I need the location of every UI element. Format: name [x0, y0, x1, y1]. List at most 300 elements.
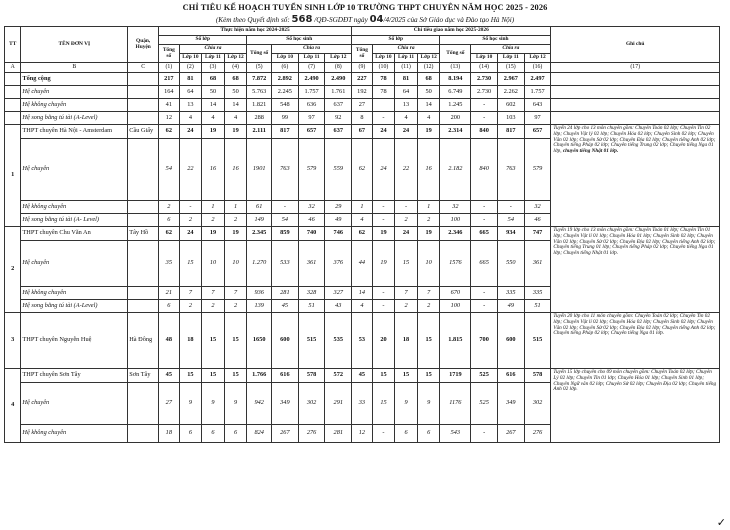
- value-cell: 192: [352, 86, 373, 99]
- value-cell: 600: [272, 313, 299, 369]
- value-cell: 2: [395, 300, 418, 313]
- value-cell: 6: [417, 425, 440, 443]
- value-cell: 2: [202, 300, 225, 313]
- value-cell: 535: [325, 313, 352, 369]
- value-cell: -: [471, 287, 498, 300]
- unit-name: Hệ không chuyên: [21, 99, 128, 112]
- value-cell: 600: [497, 313, 524, 369]
- decision-date: 04: [369, 14, 384, 25]
- index-cell: (5): [247, 63, 272, 73]
- district-cell: [128, 241, 159, 287]
- value-cell: 24: [372, 125, 395, 139]
- value-cell: 51: [524, 300, 551, 313]
- school-row: [5, 313, 720, 369]
- value-cell: -: [497, 201, 524, 214]
- value-cell: 637: [325, 99, 352, 112]
- value-cell: 6: [202, 425, 225, 443]
- enrollment-table: [4, 26, 720, 443]
- value-cell: 19: [224, 125, 247, 139]
- value-cell: 602: [497, 99, 524, 112]
- school-row: [5, 369, 720, 383]
- value-cell: -: [471, 99, 498, 112]
- value-cell: 4: [224, 112, 247, 125]
- value-cell: 327: [325, 287, 352, 300]
- value-cell: 27: [159, 383, 180, 425]
- value-cell: -: [471, 300, 498, 313]
- value-cell: 46: [298, 214, 325, 227]
- district-cell: [128, 214, 159, 227]
- value-cell: 15: [395, 241, 418, 287]
- value-cell: 2: [159, 201, 180, 214]
- header-unit: TÊN ĐƠN VỊ: [21, 27, 128, 63]
- value-cell: 1: [352, 201, 373, 214]
- note-cell: [551, 112, 720, 125]
- index-cell: (1): [159, 63, 180, 73]
- note-text: Tuyển 19 lớp cho 13 môn chuyên gồm: Chuyên Toán 01 lớp; Chuyên Tin 01 lớp; Chuyên Vật lí 01 lớp; Chuyên Hóa 01 lớp; Chuyên Sinh 02 lớp; Chuyên Văn 02 lớp; Chuyên Sử 02 lớp; Chuyên Địa 02 lớp; Chuyên tiếng Anh 02 lớp; Chuyên tiếng Trung 01 lớp; Chuyên tiếng Pháp 02 lớp; Chuyên tiếng Nga 01 lớp; Chuyên tiếng Nhật 01 lớp.: [553, 227, 716, 257]
- value-cell: 281: [272, 287, 299, 300]
- value-cell: 32: [440, 201, 471, 214]
- value-cell: 550: [497, 241, 524, 287]
- value-cell: 276: [524, 425, 551, 443]
- value-cell: 15: [417, 313, 440, 369]
- value-cell: 24: [395, 227, 418, 241]
- district-cell: [128, 139, 159, 201]
- index-cell: (2): [179, 63, 202, 73]
- value-cell: 21: [159, 287, 180, 300]
- value-cell: 1719: [440, 369, 471, 383]
- value-cell: -: [471, 201, 498, 214]
- header-breakdown: Chia ra: [179, 45, 247, 54]
- value-cell: -: [179, 201, 202, 214]
- value-cell: 24: [179, 227, 202, 241]
- index-cell: (6): [272, 63, 299, 73]
- value-cell: 525: [471, 383, 498, 425]
- value-cell: 525: [471, 369, 498, 383]
- value-cell: 9: [224, 383, 247, 425]
- value-cell: 64: [179, 86, 202, 99]
- value-cell: 45: [272, 300, 299, 313]
- value-cell: 15: [372, 383, 395, 425]
- subtitle-pre: (Kèm theo Quyết định số:: [215, 16, 292, 24]
- value-cell: 1.761: [325, 86, 352, 99]
- value-cell: 15: [202, 313, 225, 369]
- value-cell: 643: [524, 99, 551, 112]
- index-cell: (14): [471, 63, 498, 73]
- value-cell: 276: [298, 425, 325, 443]
- value-cell: 19: [224, 227, 247, 241]
- header-tt: TT: [5, 27, 21, 63]
- district-cell: [128, 287, 159, 300]
- value-cell: 10: [224, 241, 247, 287]
- value-cell: 6: [159, 214, 180, 227]
- value-cell: 9: [179, 383, 202, 425]
- header-grade-12: Lớp 12: [417, 54, 440, 63]
- school-note: [551, 313, 720, 369]
- tt-cell: [5, 99, 21, 112]
- district-cell: [128, 300, 159, 313]
- value-cell: 200: [440, 112, 471, 125]
- header-students-1: Số học sinh: [247, 36, 352, 45]
- subtitle-post: /4/2025 của Sở Giáo dục và Đào tạo Hà Nội): [383, 16, 515, 24]
- header-period-2025: Chỉ tiêu giao năm học 2025-2026: [352, 27, 551, 36]
- value-cell: 54: [497, 214, 524, 227]
- value-cell: -: [372, 300, 395, 313]
- value-cell: 24: [395, 125, 418, 139]
- value-cell: -: [372, 112, 395, 125]
- value-cell: 81: [179, 73, 202, 86]
- value-cell: 97: [298, 112, 325, 125]
- value-cell: 19: [372, 241, 395, 287]
- value-cell: 50: [224, 86, 247, 99]
- district-cell: [128, 73, 159, 86]
- value-cell: 1: [224, 201, 247, 214]
- value-cell: 7: [202, 287, 225, 300]
- sub-program-name: Hệ không chuyên: [21, 425, 128, 443]
- value-cell: 763: [272, 139, 299, 201]
- value-cell: 22: [395, 139, 418, 201]
- value-cell: 51: [298, 300, 325, 313]
- value-cell: 48: [159, 313, 180, 369]
- value-cell: 2.730: [471, 86, 498, 99]
- value-cell: 100: [440, 300, 471, 313]
- value-cell: 18: [179, 313, 202, 369]
- value-cell: 32: [298, 201, 325, 214]
- value-cell: 2.892: [272, 73, 299, 86]
- summary-row: [5, 99, 720, 112]
- value-cell: 15: [202, 369, 225, 383]
- value-cell: 6: [224, 425, 247, 443]
- note-text-bold: chuyên tiếng Nhật 01 lớp.: [562, 148, 619, 155]
- value-cell: 817: [497, 125, 524, 139]
- value-cell: 6: [395, 425, 418, 443]
- value-cell: 376: [325, 241, 352, 287]
- value-cell: 13: [395, 99, 418, 112]
- value-cell: 2: [224, 300, 247, 313]
- value-cell: 16: [224, 139, 247, 201]
- value-cell: 227: [352, 73, 373, 86]
- value-cell: 335: [497, 287, 524, 300]
- school-name: THPT chuyên Nguyễn Huệ: [21, 313, 128, 369]
- value-cell: 103: [497, 112, 524, 125]
- table-header: [5, 27, 720, 63]
- tt-cell: [5, 73, 21, 86]
- value-cell: -: [372, 214, 395, 227]
- value-cell: 61: [247, 201, 272, 214]
- value-cell: 67: [352, 125, 373, 139]
- value-cell: 942: [247, 383, 272, 425]
- value-cell: 14: [417, 99, 440, 112]
- header-breakdown: Chia ra: [372, 45, 440, 54]
- school-number: 3: [5, 313, 21, 369]
- value-cell: 54: [272, 214, 299, 227]
- value-cell: 7: [417, 287, 440, 300]
- index-cell: (4): [224, 63, 247, 73]
- value-cell: 7: [179, 287, 202, 300]
- value-cell: 15: [224, 313, 247, 369]
- value-cell: 24: [179, 125, 202, 139]
- value-cell: 35: [159, 241, 180, 287]
- header-note: Ghi chú: [551, 27, 720, 63]
- header-grade-12: Lớp 12: [325, 54, 352, 63]
- value-cell: 934: [497, 227, 524, 241]
- value-cell: 68: [224, 73, 247, 86]
- value-cell: 6: [179, 425, 202, 443]
- value-cell: 1.245: [440, 99, 471, 112]
- value-cell: 740: [298, 227, 325, 241]
- value-cell: 2: [417, 214, 440, 227]
- unit-name: Tổng cộng: [21, 73, 128, 86]
- value-cell: 46: [524, 214, 551, 227]
- school-district: Cầu Giấy: [128, 125, 159, 139]
- value-cell: 824: [247, 425, 272, 443]
- index-cell: (10): [372, 63, 395, 73]
- school-district: Hà Đông: [128, 313, 159, 369]
- decision-number: 568: [291, 14, 313, 25]
- value-cell: 670: [440, 287, 471, 300]
- value-cell: 361: [298, 241, 325, 287]
- value-cell: 19: [372, 227, 395, 241]
- value-cell: 763: [497, 139, 524, 201]
- value-cell: 32: [524, 201, 551, 214]
- district-cell: [128, 425, 159, 443]
- value-cell: 616: [272, 369, 299, 383]
- value-cell: 4: [352, 300, 373, 313]
- value-cell: 22: [179, 139, 202, 201]
- school-number: 2: [5, 227, 21, 313]
- value-cell: 548: [272, 99, 299, 112]
- unit-name: Hệ chuyên: [21, 86, 128, 99]
- value-cell: 515: [524, 313, 551, 369]
- school-district: Sơn Tây: [128, 369, 159, 383]
- school-name: THPT chuyên Chu Văn An: [21, 227, 128, 241]
- value-cell: 817: [272, 125, 299, 139]
- value-cell: 149: [247, 214, 272, 227]
- value-cell: 2.497: [524, 73, 551, 86]
- value-cell: 12: [352, 425, 373, 443]
- table-body: [5, 63, 720, 443]
- value-cell: 18: [395, 313, 418, 369]
- value-cell: 62: [159, 227, 180, 241]
- value-cell: 4: [417, 112, 440, 125]
- subtitle-mid: /QĐ-SGDĐT ngày: [312, 16, 370, 24]
- value-cell: 1176: [440, 383, 471, 425]
- index-cell: (11): [395, 63, 418, 73]
- value-cell: 100: [440, 214, 471, 227]
- value-cell: 62: [159, 125, 180, 139]
- header-grade-11: Lớp 11: [395, 54, 418, 63]
- value-cell: 81: [395, 73, 418, 86]
- value-cell: 78: [372, 73, 395, 86]
- header-students-2: Số học sinh: [440, 36, 551, 45]
- index-cell: (7): [298, 63, 325, 73]
- value-cell: 19: [202, 227, 225, 241]
- value-cell: 267: [497, 425, 524, 443]
- school-row: [5, 227, 720, 241]
- summary-row: [5, 73, 720, 86]
- index-cell: (15): [497, 63, 524, 73]
- value-cell: 302: [524, 383, 551, 425]
- note-text: Tuyển 20 lớp cho 11 môn chuyên gồm: Chuyên Toán 02 lớp; Chuyên Tin 02 lớp; Chuyên Vật lí 02 lớp; Chuyên Hóa 02 lớp; Chuyên Sinh 02 lớp; Chuyên Văn 02 lớp; Chuyên Sử 02 lớp; Chuyên Địa 02 lớp; Chuyên tiếng Anh 02 lớp; Chuyên tiếng Pháp 02 lớp; Chuyên tiếng Nga 01 lớp.: [553, 313, 716, 337]
- sub-program-name: Hệ chuyên: [21, 383, 128, 425]
- value-cell: 4: [395, 112, 418, 125]
- header-total: Tổng số: [352, 45, 373, 63]
- value-cell: 99: [272, 112, 299, 125]
- value-cell: 349: [497, 383, 524, 425]
- header-grade-12: Lớp 12: [224, 54, 247, 63]
- value-cell: 2.262: [497, 86, 524, 99]
- value-cell: 9: [395, 383, 418, 425]
- summary-row: [5, 112, 720, 125]
- value-cell: 636: [298, 99, 325, 112]
- header-grade-10: Lớp 10: [471, 54, 498, 63]
- value-cell: 1.815: [440, 313, 471, 369]
- index-cell: C: [128, 63, 159, 73]
- school-district: Tây Hồ: [128, 227, 159, 241]
- value-cell: 45: [159, 369, 180, 383]
- value-cell: 840: [471, 125, 498, 139]
- value-cell: 657: [524, 125, 551, 139]
- district-cell: [128, 201, 159, 214]
- school-note: [551, 227, 720, 313]
- value-cell: 4: [202, 112, 225, 125]
- value-cell: 78: [372, 86, 395, 99]
- value-cell: 349: [272, 383, 299, 425]
- value-cell: 4: [179, 112, 202, 125]
- school-name: THPT chuyên Hà Nội - Amsterdam: [21, 125, 128, 139]
- sub-program-name: Hệ song bằng tú tài (A- Level): [21, 214, 128, 227]
- sub-program-name: Hệ chuyên: [21, 241, 128, 287]
- note-text: Tuyển 24 lớp cho 13 môn chuyên gồm: Chuyên Toán 02 lớp; Chuyên Tin 02 lớp; Chuyên Vật lý 02 lớp; Chuyên Hóa 02 lớp; Chuyên Sinh 02 lớp; Chuyên Văn 02 lớp; Chuyên Sử 02 lớp; Chuyên Địa 02 lớp; Chuyên tiếng Anh 02 lớp; Chuyên tiếng Pháp 02 lớp; Chuyên tiếng Trung 02 lớp; Chuyên tiếng Nga 01 lớp,: [553, 125, 716, 155]
- value-cell: 1576: [440, 241, 471, 287]
- value-cell: 15: [179, 369, 202, 383]
- header-district: Quận, Huyện: [128, 27, 159, 63]
- value-cell: 2.182: [440, 139, 471, 201]
- value-cell: 1.757: [298, 86, 325, 99]
- value-cell: 43: [325, 300, 352, 313]
- value-cell: 578: [524, 369, 551, 383]
- value-cell: 859: [272, 227, 299, 241]
- value-cell: 281: [325, 425, 352, 443]
- header-total: Tổng số: [440, 45, 471, 63]
- index-cell: (8): [325, 63, 352, 73]
- value-cell: 2: [224, 214, 247, 227]
- school-note: [551, 125, 720, 227]
- value-cell: 616: [497, 369, 524, 383]
- school-number: 1: [5, 125, 21, 227]
- school-row: [5, 125, 720, 139]
- value-cell: 164: [159, 86, 180, 99]
- index-cell: (16): [524, 63, 551, 73]
- value-cell: 92: [325, 112, 352, 125]
- value-cell: -: [372, 425, 395, 443]
- value-cell: 267: [272, 425, 299, 443]
- index-cell: (13): [440, 63, 471, 73]
- header-grade-10: Lớp 10: [372, 54, 395, 63]
- value-cell: -: [471, 112, 498, 125]
- school-name: THPT chuyên Sơn Tây: [21, 369, 128, 383]
- value-cell: [372, 99, 395, 112]
- value-cell: 2.345: [247, 227, 272, 241]
- value-cell: 19: [417, 227, 440, 241]
- note-cell: [551, 99, 720, 112]
- tt-cell: [5, 86, 21, 99]
- index-cell: B: [21, 63, 128, 73]
- header-classes-2: Số lớp: [352, 36, 440, 45]
- value-cell: 50: [417, 86, 440, 99]
- value-cell: 2: [417, 300, 440, 313]
- value-cell: 1.757: [524, 86, 551, 99]
- note-cell: [551, 86, 720, 99]
- index-cell: A: [5, 63, 21, 73]
- value-cell: 14: [202, 99, 225, 112]
- value-cell: 139: [247, 300, 272, 313]
- header-grade-10: Lớp 10: [179, 54, 202, 63]
- district-cell: [128, 86, 159, 99]
- value-cell: 1.821: [247, 99, 272, 112]
- value-cell: 4: [352, 214, 373, 227]
- header-grade-12: Lớp 12: [524, 54, 551, 63]
- value-cell: 7.872: [247, 73, 272, 86]
- value-cell: 840: [471, 139, 498, 201]
- value-cell: -: [372, 201, 395, 214]
- value-cell: 68: [202, 73, 225, 86]
- value-cell: 2.314: [440, 125, 471, 139]
- value-cell: 515: [298, 313, 325, 369]
- index-cell: (17): [551, 63, 720, 73]
- value-cell: 665: [471, 227, 498, 241]
- value-cell: -: [395, 201, 418, 214]
- value-cell: 20: [372, 313, 395, 369]
- header-grade-10: Lớp 10: [272, 54, 299, 63]
- value-cell: 1901: [247, 139, 272, 201]
- value-cell: 335: [524, 287, 551, 300]
- value-cell: 1.766: [247, 369, 272, 383]
- value-cell: 15: [372, 369, 395, 383]
- value-cell: 2.245: [272, 86, 299, 99]
- value-cell: 49: [325, 214, 352, 227]
- header-total: Tổng số: [247, 45, 272, 63]
- value-cell: 50: [202, 86, 225, 99]
- value-cell: 19: [417, 125, 440, 139]
- value-cell: 49: [497, 300, 524, 313]
- value-cell: 9: [202, 383, 225, 425]
- unit-name: Hệ song bằng tú tài (A-Level): [21, 112, 128, 125]
- value-cell: 1.270: [247, 241, 272, 287]
- value-cell: 6.749: [440, 86, 471, 99]
- value-cell: 665: [471, 241, 498, 287]
- value-cell: 2.490: [298, 73, 325, 86]
- value-cell: 12: [159, 112, 180, 125]
- value-cell: 1650: [247, 313, 272, 369]
- note-text: Tuyển 15 lớp chuyên cho 09 môn chuyên gồm: Chuyên Toán 02 lớp; Chuyên Lý 02 lớp; Chuyên Tin 01 lớp; Chuyên Hóa 01 lớp; Chuyên Sinh 01 lớp; Chuyên Ngữ văn 02 lớp; Chuyên Sử 02 lớp; Chuyên Địa 02 lớp; Chuyên tiếng Anh 02 lớp.: [553, 369, 717, 393]
- value-cell: 533: [272, 241, 299, 287]
- value-cell: 747: [524, 227, 551, 241]
- value-cell: 291: [325, 383, 352, 425]
- district-cell: [128, 112, 159, 125]
- value-cell: 16: [417, 139, 440, 201]
- summary-row: [5, 86, 720, 99]
- value-cell: 41: [159, 99, 180, 112]
- value-cell: 62: [352, 227, 373, 241]
- value-cell: 8.194: [440, 73, 471, 86]
- value-cell: 1: [417, 201, 440, 214]
- value-cell: 2.730: [471, 73, 498, 86]
- sub-program-name: Hệ chuyên: [21, 139, 128, 201]
- header-grade-11: Lớp 11: [298, 54, 325, 63]
- document-subtitle: [0, 14, 730, 25]
- value-cell: 15: [395, 369, 418, 383]
- value-cell: 53: [352, 313, 373, 369]
